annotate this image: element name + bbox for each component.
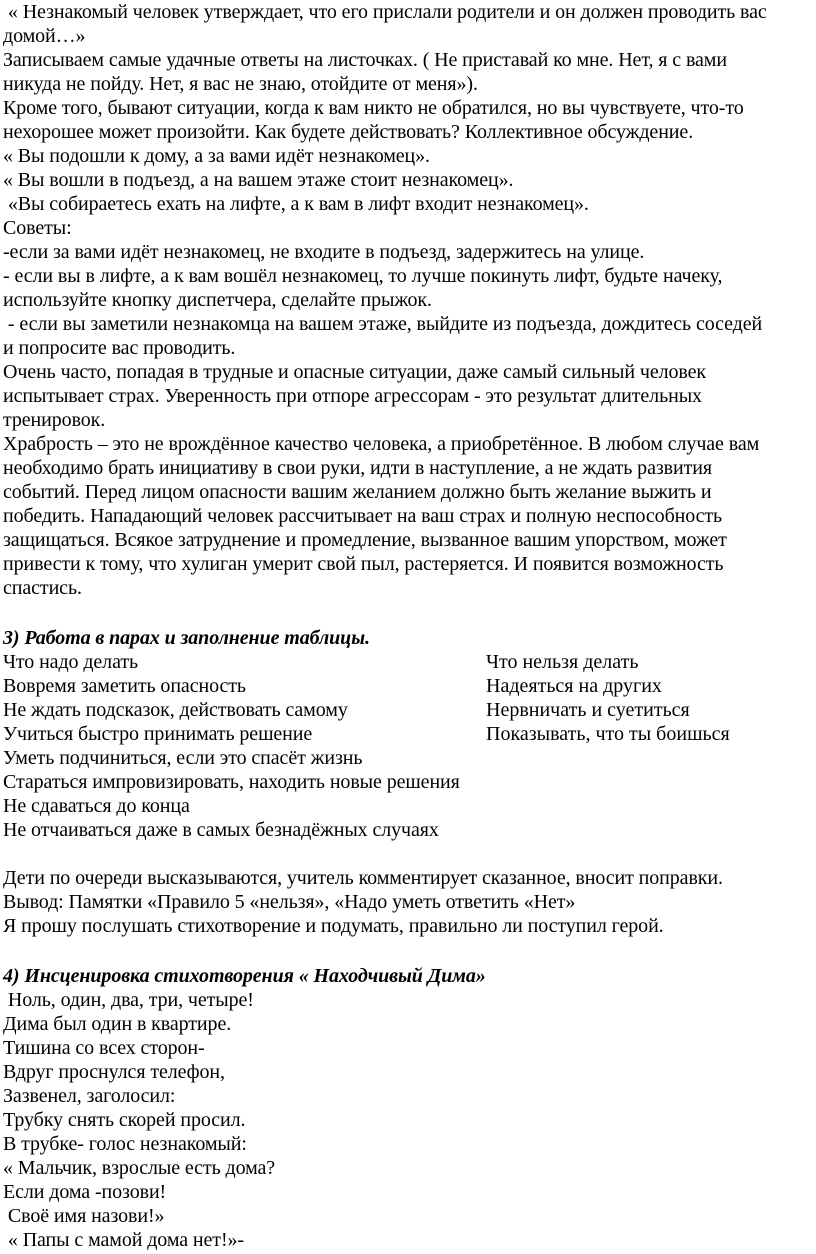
table-right-cell: Надеяться на других bbox=[486, 675, 662, 697]
table-left-cell: Учиться быстро принимать решение bbox=[3, 723, 313, 745]
section-heading: 3) Работа в парах и заполнение таблицы. bbox=[3, 627, 370, 649]
table-right-cell: Что нельзя делать bbox=[486, 651, 639, 673]
text-line: никуда не пойду. Нет, я вас не знаю, отойдите от меня»). bbox=[3, 73, 478, 95]
poem-line: Дима был один в квартире. bbox=[3, 1013, 232, 1035]
table-left-cell: Не отчаиваться даже в самых безнадёжных случаях bbox=[3, 819, 439, 841]
text-line: спастись. bbox=[3, 577, 82, 599]
text-line: - если вы в лифте, а к вам вошёл незнакомец, то лучше покинуть лифт, будьте начеку, bbox=[3, 265, 723, 287]
text-line: тренировок. bbox=[3, 409, 106, 431]
text-line: Вывод: Памятки «Правило 5 «нельзя», «Надо уметь ответить «Нет» bbox=[3, 891, 576, 913]
table-right-cell: Нервничать и суетиться bbox=[486, 699, 690, 721]
text-line: и попросите вас проводить. bbox=[3, 337, 236, 359]
poem-line: « Мальчик, взрослые есть дома? bbox=[3, 1157, 276, 1179]
text-line: привести к тому, что хулиган умерит свой пыл, растеряется. И появится возможность bbox=[3, 553, 724, 575]
table-left-cell: Стараться импровизировать, находить новые решения bbox=[3, 771, 460, 793]
table-left-cell: Уметь подчиниться, если это спасёт жизнь bbox=[3, 747, 363, 769]
text-line: необходимо брать инициативу в свои руки, идти в наступление, а не ждать развития bbox=[3, 457, 712, 479]
text-line: Советы: bbox=[3, 217, 72, 239]
text-line: Я прошу послушать стихотворение и подумать, правильно ли поступил герой. bbox=[3, 915, 664, 937]
text-line: используйте кнопку диспетчера, сделайте прыжок. bbox=[3, 289, 432, 311]
poem-line: Зазвенел, заголосил: bbox=[3, 1085, 176, 1107]
text-line: - если вы заметили незнакомца на вашем этаже, выйдите из подъезда, дождитесь соседей bbox=[3, 313, 763, 335]
table-left-cell: Что надо делать bbox=[3, 651, 138, 673]
poem-line: Своё имя назови!» bbox=[3, 1205, 165, 1227]
table-left-cell: Вовремя заметить опасность bbox=[3, 675, 246, 697]
poem-line: Если дома -позови! bbox=[3, 1181, 167, 1203]
text-line: « Незнакомый человек утверждает, что его прислали родители и он должен проводить вас bbox=[3, 1, 767, 23]
text-line: домой…» bbox=[3, 25, 86, 47]
text-line: «Вы собираетесь ехать на лифте, а к вам в лифт входит незнакомец». bbox=[3, 193, 589, 215]
text-line: -если за вами идёт незнакомец, не входите в подъезд, задержитесь на улице. bbox=[3, 241, 645, 263]
poem-line: Ноль, один, два, три, четыре! bbox=[3, 989, 254, 1011]
table-right-cell: Показывать, что ты боишься bbox=[486, 723, 730, 745]
poem-line: В трубке- голос незнакомый: bbox=[3, 1133, 247, 1155]
text-line: Записываем самые удачные ответы на листочках. ( Не приставай ко мне. Нет, я с вами bbox=[3, 49, 727, 71]
poem-line: Тишина со всех сторон- bbox=[3, 1037, 205, 1059]
poem-line: Трубку снять скорей просил. bbox=[3, 1109, 246, 1131]
section-heading: 4) Инсценировка стихотворения « Находчивый Дима» bbox=[3, 965, 486, 987]
table-left-cell: Не сдаваться до конца bbox=[3, 795, 190, 817]
text-line: победить. Нападающий человек рассчитывает на ваш страх и полную неспособность bbox=[3, 505, 723, 527]
text-line: испытывает страх. Уверенность при отпоре агрессорам - это результат длительных bbox=[3, 385, 702, 407]
text-line: нехорошее может произойти. Как будете действовать? Коллективное обсуждение. bbox=[3, 121, 694, 143]
text-line: Дети по очереди высказываются, учитель комментирует сказанное, вносит поправки. bbox=[3, 867, 723, 889]
text-line: « Вы вошли в подъезд, а на вашем этаже стоит незнакомец». bbox=[3, 169, 514, 191]
text-line: защищаться. Всякое затруднение и промедление, вызванное вашим упорством, может bbox=[3, 529, 727, 551]
text-line: Кроме того, бывают ситуации, когда к вам никто не обратился, но вы чувствуете, что-то bbox=[3, 97, 744, 119]
text-line: « Вы подошли к дому, а за вами идёт незнакомец». bbox=[3, 145, 430, 167]
text-line: Храбрость – это не врождённое качество человека, а приобретённое. В любом случае вам bbox=[3, 433, 760, 455]
text-line: событий. Перед лицом опасности вашим желанием должно быть желание выжить и bbox=[3, 481, 712, 503]
table-left-cell: Не ждать подсказок, действовать самому bbox=[3, 699, 348, 721]
poem-line: Вдруг проснулся телефон, bbox=[3, 1061, 225, 1083]
text-line: Очень часто, попадая в трудные и опасные ситуации, даже самый сильный человек bbox=[3, 361, 707, 383]
poem-line: « Папы с мамой дома нет!»- bbox=[3, 1229, 244, 1251]
